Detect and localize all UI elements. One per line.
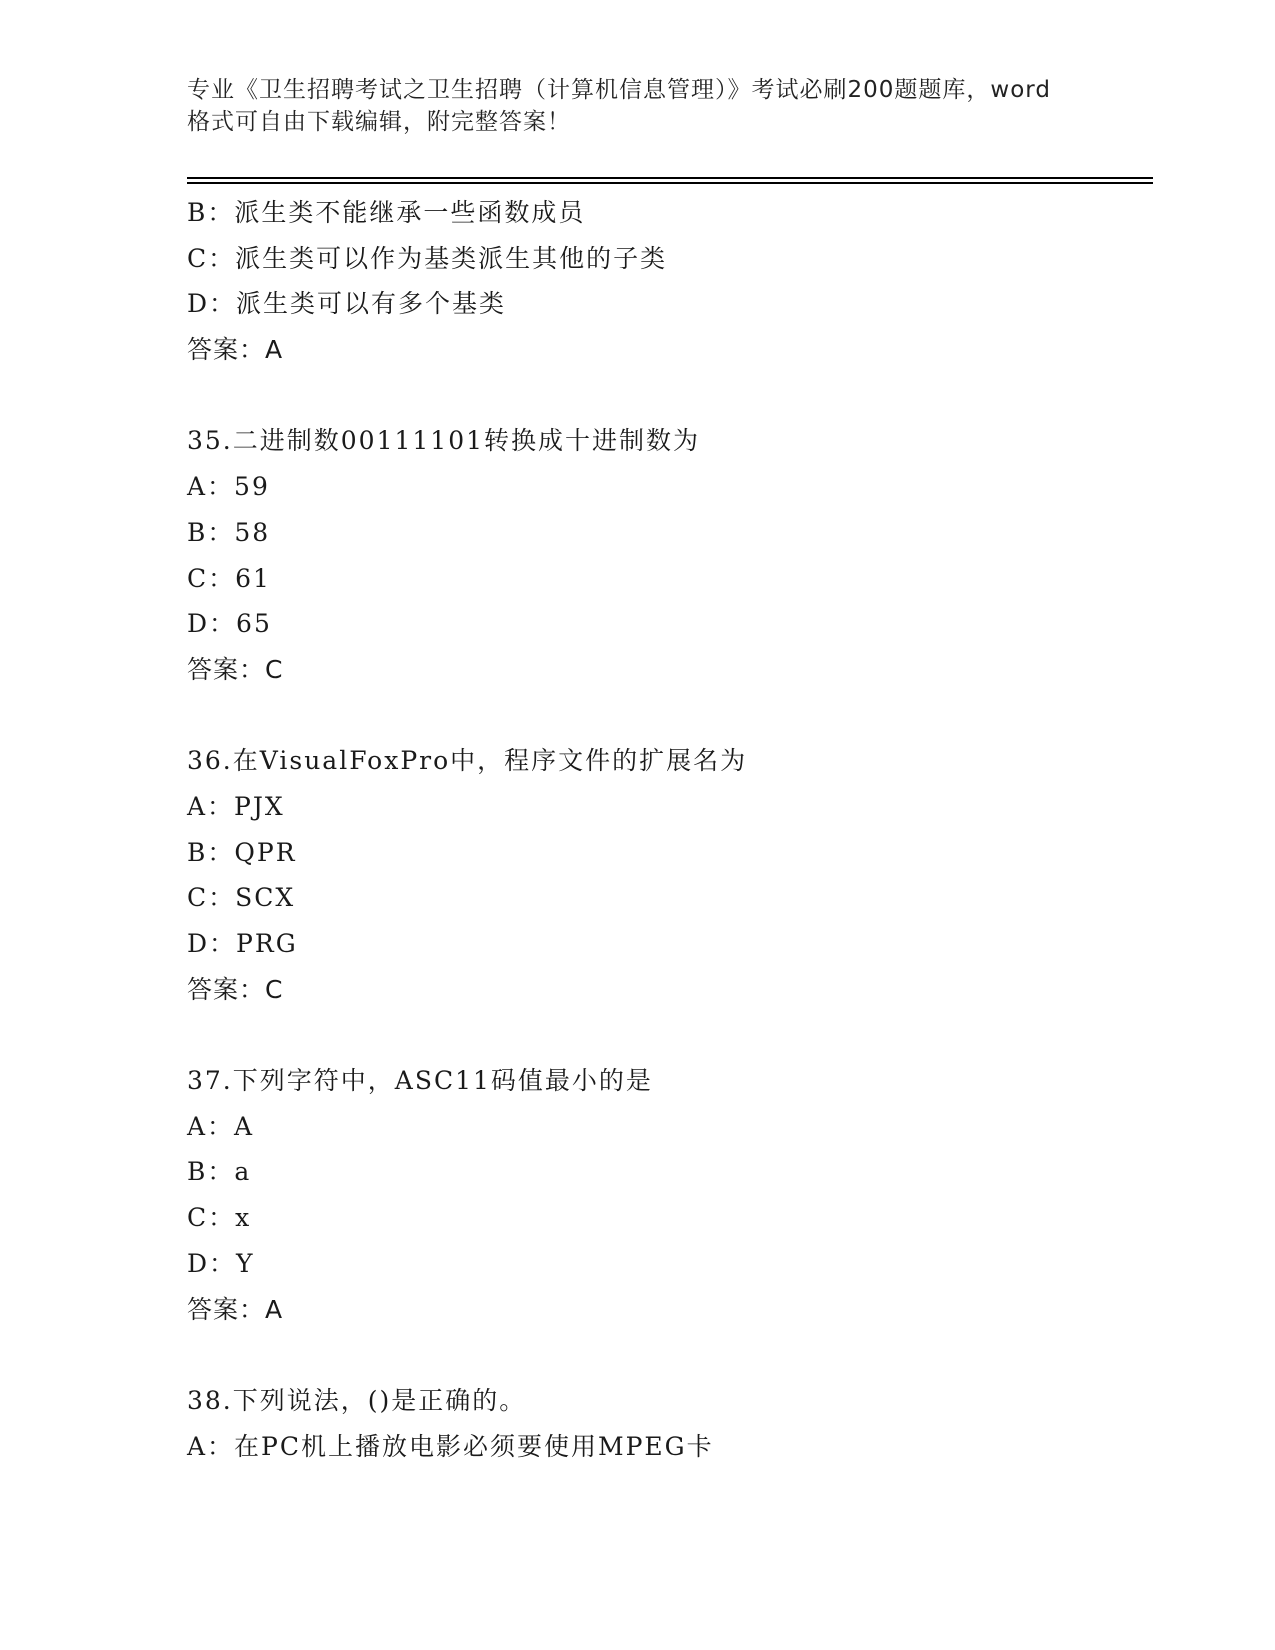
header-line-2: 格式可自由下载编辑，附完整答案！	[187, 109, 571, 135]
spacer	[187, 1332, 1153, 1378]
question-stem: 37.下列字符中，ASC11码值最小的是	[187, 1066, 653, 1096]
header-divider-bottom	[187, 182, 1153, 184]
spacer	[187, 373, 1153, 419]
option-c: C：x	[187, 1203, 252, 1233]
question-38	[187, 1378, 1153, 1469]
option-d: D：PRG	[187, 929, 298, 958]
spacer	[187, 693, 1153, 739]
question-stem: 38.下列说法，()是正确的。	[187, 1385, 527, 1415]
question-36	[187, 738, 1153, 1012]
answer: 答案：C	[187, 974, 284, 1004]
answer: 答案：C	[187, 654, 284, 684]
document-header	[187, 74, 1117, 138]
option-b: B：派生类不能继承一些函数成员	[187, 198, 586, 227]
question-stem: 35.二进制数00111101转换成十进制数为	[187, 426, 701, 456]
option-d: D：Y	[187, 1248, 255, 1278]
header-line-1: 专业《卫生招聘考试之卫生招聘（计算机信息管理）》考试必刷200题题库，word	[187, 77, 1051, 103]
question-stem: 36.在VisualFoxPro中，程序文件的扩展名为	[187, 746, 748, 776]
option-c: C：派生类可以作为基类派生其他的子类	[187, 243, 668, 273]
option-b: B：58	[187, 517, 271, 547]
option-c: C：SCX	[187, 883, 296, 913]
question-37	[187, 1058, 1153, 1332]
question-35	[187, 418, 1153, 692]
option-c: C：61	[187, 563, 271, 593]
answer: 答案：A	[187, 1294, 284, 1324]
option-d: D：派生类可以有多个基类	[187, 289, 507, 319]
question-partial	[187, 190, 1153, 373]
option-a: A：PJX	[187, 791, 285, 821]
header-divider-top	[187, 177, 1153, 179]
option-d: D：65	[187, 609, 272, 639]
spacer	[187, 1012, 1153, 1058]
option-b: B：a	[187, 1157, 252, 1187]
option-a: A：A	[187, 1111, 255, 1141]
option-a: A：在PC机上播放电影必须要使用MPEG卡	[187, 1431, 714, 1461]
option-a: A：59	[187, 472, 270, 502]
option-b: B：QPR	[187, 837, 297, 867]
question-list	[187, 190, 1153, 1469]
answer: 答案：A	[187, 335, 284, 365]
